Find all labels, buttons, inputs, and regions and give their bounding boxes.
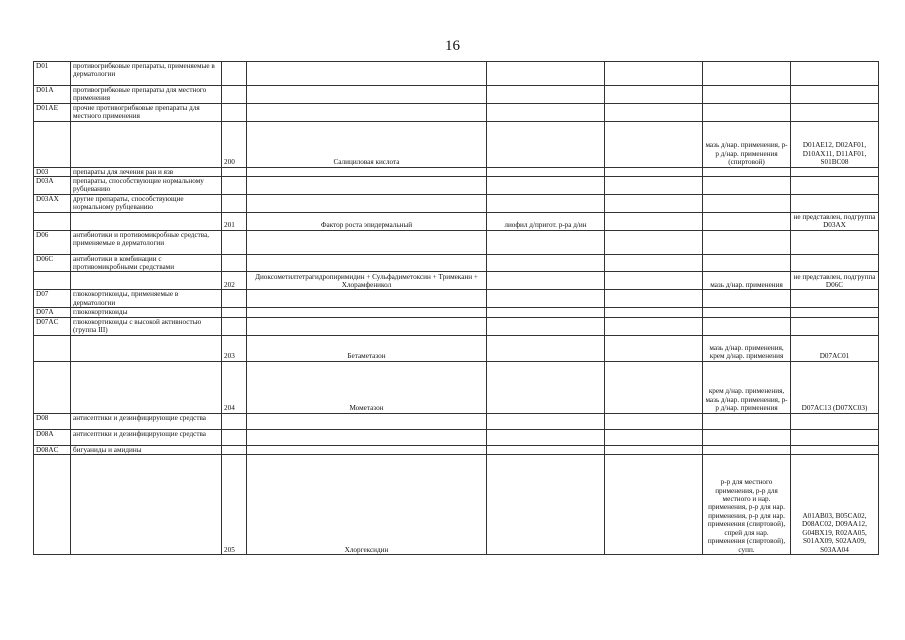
- row-drug-name: Мометазон: [247, 361, 487, 413]
- row-drug-name: [247, 167, 487, 176]
- row-drug-name: [247, 230, 487, 254]
- row-atc-note: [791, 62, 879, 86]
- row-group-name: [71, 212, 222, 230]
- row-spec: [487, 194, 605, 212]
- row-spec: [487, 62, 605, 86]
- row-code: D01AE: [34, 103, 71, 121]
- row-dosage-form: [703, 177, 791, 195]
- row-drug-name: [247, 413, 487, 429]
- row-code: D08AC: [34, 445, 71, 454]
- row-spec: [487, 308, 605, 317]
- row-number: 205: [222, 454, 247, 554]
- row-dosage-form: [703, 86, 791, 104]
- row-empty-cell: [605, 254, 703, 272]
- row-atc-note: [791, 317, 879, 335]
- row-code: D06C: [34, 254, 71, 272]
- row-empty-cell: [605, 308, 703, 317]
- row-dosage-form: [703, 317, 791, 335]
- table-row: [34, 167, 879, 176]
- row-empty-cell: [605, 429, 703, 445]
- row-dosage-form: [703, 62, 791, 86]
- row-drug-name: [247, 177, 487, 195]
- row-drug-name: [247, 103, 487, 121]
- row-spec: [487, 317, 605, 335]
- row-code: D01A: [34, 86, 71, 104]
- row-drug-name: Диоксометилтетрагидропиримидин + Сульфадиметоксин + Тримекаин + Хлорамфеникол: [247, 272, 487, 290]
- row-dosage-form: [703, 230, 791, 254]
- row-spec: [487, 272, 605, 290]
- row-empty-cell: [605, 272, 703, 290]
- table-row: [34, 361, 879, 413]
- row-dosage-form: [703, 212, 791, 230]
- table-row: [34, 272, 879, 290]
- row-group-name: прочие противогрибковые препараты для местного применения: [71, 103, 222, 121]
- row-drug-name: [247, 317, 487, 335]
- row-group-name: антибиотики в комбинации с противомикробными средствами: [71, 254, 222, 272]
- row-drug-name: [247, 86, 487, 104]
- row-code: D03A: [34, 177, 71, 195]
- row-number: 200: [222, 121, 247, 167]
- row-number: 204: [222, 361, 247, 413]
- row-code: D07AC: [34, 317, 71, 335]
- row-atc-note: [791, 254, 879, 272]
- row-empty-cell: [605, 177, 703, 195]
- row-atc-note: D07AC01: [791, 335, 879, 361]
- row-number: [222, 429, 247, 445]
- row-drug-name: [247, 62, 487, 86]
- row-number: [222, 290, 247, 308]
- row-empty-cell: [605, 230, 703, 254]
- row-code: [34, 272, 71, 290]
- row-number: 203: [222, 335, 247, 361]
- row-atc-note: [791, 308, 879, 317]
- row-drug-name: Фактор роста эпидермальный: [247, 212, 487, 230]
- table-row: [34, 317, 879, 335]
- row-group-name: [71, 454, 222, 554]
- row-empty-cell: [605, 103, 703, 121]
- row-atc-note: D01AE12, D02AF01, D10AX11, D11AF01, S01BC08: [791, 121, 879, 167]
- row-code: [34, 361, 71, 413]
- row-empty-cell: [605, 86, 703, 104]
- row-spec: [487, 121, 605, 167]
- row-number: [222, 86, 247, 104]
- row-code: D01: [34, 62, 71, 86]
- row-atc-note: [791, 86, 879, 104]
- row-spec: [487, 335, 605, 361]
- row-drug-name: [247, 194, 487, 212]
- row-code: D08A: [34, 429, 71, 445]
- row-atc-note: не представлен, подгруппа D06C: [791, 272, 879, 290]
- row-atc-note: A01AB03, B05CA02, D08AC02, D09AA12, G04BX19, R02AA05, S01AX09, S02AA09, S03AA04: [791, 454, 879, 554]
- row-empty-cell: [605, 413, 703, 429]
- row-number: 202: [222, 272, 247, 290]
- row-empty-cell: [605, 121, 703, 167]
- row-spec: [487, 86, 605, 104]
- row-number: [222, 177, 247, 195]
- row-number: [222, 167, 247, 176]
- page-number: 16: [445, 38, 460, 54]
- row-drug-name: Хлоргексидин: [247, 454, 487, 554]
- table-row: [34, 230, 879, 254]
- row-group-name: другие препараты, способствующие нормальному рубцеванию: [71, 194, 222, 212]
- row-code: D03: [34, 167, 71, 176]
- row-dosage-form: [703, 429, 791, 445]
- table-row: [34, 62, 879, 86]
- row-dosage-form: [703, 308, 791, 317]
- row-code: [34, 121, 71, 167]
- table-row: [34, 308, 879, 317]
- row-drug-name: [247, 254, 487, 272]
- row-spec: [487, 177, 605, 195]
- row-atc-note: [791, 413, 879, 429]
- row-atc-note: D07AC13 (D07XC03): [791, 361, 879, 413]
- row-empty-cell: [605, 290, 703, 308]
- row-group-name: препараты, способствующие нормальному рубцеванию: [71, 177, 222, 195]
- row-empty-cell: [605, 317, 703, 335]
- row-dosage-form: [703, 445, 791, 454]
- row-group-name: глюкокортикоиды с высокой активностью (группа III): [71, 317, 222, 335]
- row-spec: [487, 230, 605, 254]
- table-row: [34, 429, 879, 445]
- row-group-name: антисептики и дезинфицирующие средства: [71, 413, 222, 429]
- row-drug-name: [247, 445, 487, 454]
- table-row: [34, 454, 879, 554]
- table-row: [34, 86, 879, 104]
- row-dosage-form: мазь д/нар. применения: [703, 272, 791, 290]
- row-spec: [487, 361, 605, 413]
- row-atc-note: [791, 177, 879, 195]
- table-row: [34, 103, 879, 121]
- table-row: [34, 254, 879, 272]
- row-empty-cell: [605, 62, 703, 86]
- row-group-name: глюкокортикоиды: [71, 308, 222, 317]
- row-spec: [487, 445, 605, 454]
- row-number: [222, 413, 247, 429]
- row-code: [34, 454, 71, 554]
- row-group-name: [71, 335, 222, 361]
- row-code: D08: [34, 413, 71, 429]
- row-group-name: противогрибковые препараты для местного применения: [71, 86, 222, 104]
- row-dosage-form: крем д/нар. применения, мазь д/нар. применения, р-р д/нар. применения: [703, 361, 791, 413]
- row-group-name: препараты для лечения ран и язв: [71, 167, 222, 176]
- row-group-name: антисептики и дезинфицирующие средства: [71, 429, 222, 445]
- table-row: [34, 445, 879, 454]
- row-number: [222, 254, 247, 272]
- row-number: [222, 308, 247, 317]
- row-drug-name: [247, 429, 487, 445]
- row-dosage-form: мазь д/нар. применения, крем д/нар. применения: [703, 335, 791, 361]
- row-dosage-form: [703, 413, 791, 429]
- row-spec: [487, 429, 605, 445]
- row-number: [222, 230, 247, 254]
- row-drug-name: Салициловая кислота: [247, 121, 487, 167]
- row-spec: [487, 413, 605, 429]
- row-empty-cell: [605, 167, 703, 176]
- row-empty-cell: [605, 212, 703, 230]
- row-group-name: [71, 361, 222, 413]
- row-atc-note: [791, 290, 879, 308]
- row-atc-note: не представлен, подгруппа D03AX: [791, 212, 879, 230]
- table-row: [34, 290, 879, 308]
- row-group-name: антибиотики и противомикробные средства, применяемые в дерматологии: [71, 230, 222, 254]
- row-atc-note: [791, 230, 879, 254]
- row-spec: [487, 254, 605, 272]
- table-row: [34, 335, 879, 361]
- row-empty-cell: [605, 445, 703, 454]
- table-row: [34, 212, 879, 230]
- row-group-name: противогрибковые препараты, применяемые в дерматологии: [71, 62, 222, 86]
- table-row: [34, 194, 879, 212]
- row-drug-name: [247, 308, 487, 317]
- table-row: [34, 121, 879, 167]
- row-empty-cell: [605, 454, 703, 554]
- row-dosage-form: [703, 194, 791, 212]
- table-row: [34, 177, 879, 195]
- row-number: [222, 317, 247, 335]
- row-number: 201: [222, 212, 247, 230]
- row-code: [34, 335, 71, 361]
- row-atc-note: [791, 194, 879, 212]
- row-spec: лиофил д/пригот. р-ра д/ин: [487, 212, 605, 230]
- row-drug-name: Бетаметазон: [247, 335, 487, 361]
- row-empty-cell: [605, 361, 703, 413]
- table-row: [34, 413, 879, 429]
- row-atc-note: [791, 103, 879, 121]
- row-empty-cell: [605, 335, 703, 361]
- row-dosage-form: р-р для местного применения, р-р для местного и нар. применения, р-р для нар. применения, р-р для нар. применения (спиртовой), спрей для нар. применения (спиртовой), супп.: [703, 454, 791, 554]
- row-atc-note: [791, 445, 879, 454]
- row-dosage-form: [703, 290, 791, 308]
- row-number: [222, 62, 247, 86]
- row-number: [222, 103, 247, 121]
- row-dosage-form: [703, 167, 791, 176]
- row-drug-name: [247, 290, 487, 308]
- row-spec: [487, 454, 605, 554]
- row-code: D07: [34, 290, 71, 308]
- row-spec: [487, 167, 605, 176]
- row-code: D07A: [34, 308, 71, 317]
- row-code: D03AX: [34, 194, 71, 212]
- row-code: D06: [34, 230, 71, 254]
- row-dosage-form: [703, 254, 791, 272]
- row-group-name: [71, 272, 222, 290]
- row-dosage-form: [703, 103, 791, 121]
- row-code: [34, 212, 71, 230]
- row-number: [222, 445, 247, 454]
- row-spec: [487, 290, 605, 308]
- row-empty-cell: [605, 194, 703, 212]
- row-spec: [487, 103, 605, 121]
- row-atc-note: [791, 167, 879, 176]
- row-group-name: глюкокортикоиды, применяемые в дерматологии: [71, 290, 222, 308]
- row-group-name: [71, 121, 222, 167]
- drug-table: [33, 61, 879, 555]
- row-dosage-form: мазь д/нар. применения, р-р д/нар. применения (спиртовой): [703, 121, 791, 167]
- row-group-name: бигуаниды и амидины: [71, 445, 222, 454]
- row-atc-note: [791, 429, 879, 445]
- row-number: [222, 194, 247, 212]
